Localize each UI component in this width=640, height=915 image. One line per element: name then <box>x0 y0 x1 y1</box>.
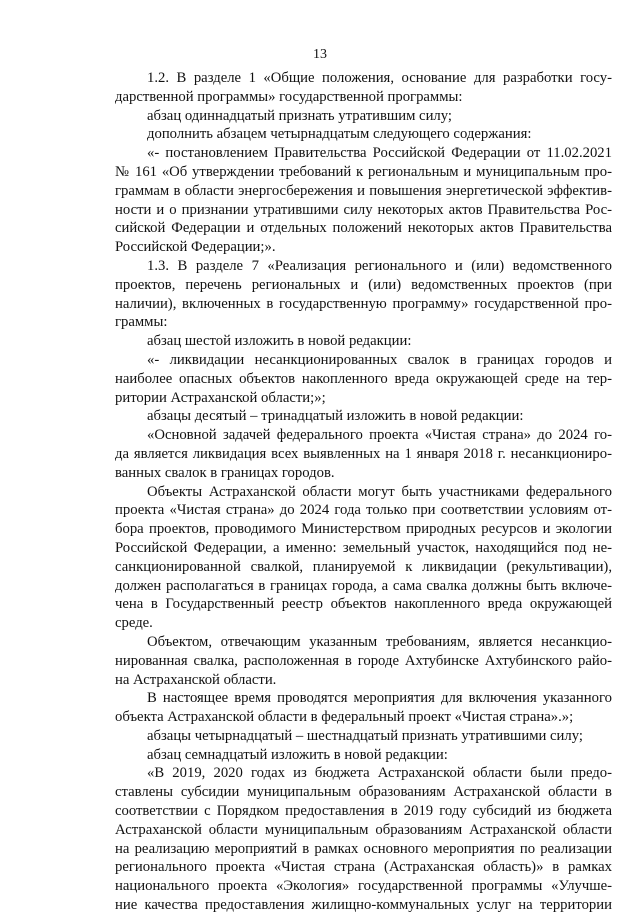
text-line: ритории Астраханской области;»; <box>115 389 326 406</box>
text-line: чена в Государственный реестр объектов накопленного вреда окружающей <box>115 596 612 613</box>
text-line: ние качества предоставления жилищно-коммунальных услуг на территории <box>115 897 612 914</box>
text-line: ности и о признании утратившими силу некоторых актов Правительства Рос- <box>115 201 612 218</box>
text-line: абзац семнадцатый изложить в новой редакции: <box>147 746 448 763</box>
text-line: абзацы десятый – тринадцатый изложить в новой редакции: <box>147 408 524 425</box>
text-line: среде. <box>115 615 153 632</box>
text-line: ставлены субсидии муниципальным образованиям Астраханской области в <box>115 784 612 801</box>
text-line: Астраханской области муниципальным образованиям Астраханской области <box>115 821 612 838</box>
text-line: «- ликвидации несанкционированных свалок в границах городов и <box>147 351 612 368</box>
text-line: ванных свалок в границах городов. <box>115 464 335 481</box>
text-line: Российской Федерации, а именно: земельный участок, находящийся под не- <box>115 539 612 556</box>
text-line: Российской Федерации;». <box>115 239 276 256</box>
text-line: да является ликвидация всех выявленных на 1 января 2018 г. несанкциониро- <box>115 445 612 462</box>
text-line: наиболее опасных объектов накопленного вреда окружающей среде на тер- <box>115 370 612 387</box>
text-line: № 161 «Об утверждении требований к региональным и муниципальным про- <box>115 163 612 180</box>
text-line: Объектом, отвечающим указанным требованиям, является несанкцио- <box>147 633 612 650</box>
text-line: 1.3. В разделе 7 «Реализация регионального и (или) ведомственного <box>147 257 612 274</box>
text-line: объекта Астраханской области в федеральный проект «Чистая страна».»; <box>115 709 574 726</box>
text-line: «- постановлением Правительства Российской Федерации от 11.02.2021 <box>147 145 612 162</box>
page-number: 13 <box>313 47 327 62</box>
text-line: сийской Федерации и отдельных положений некоторых актов Правительства <box>115 220 612 237</box>
text-line: дарственной программы» государственной программы: <box>115 88 463 105</box>
text-line: санкционированной свалкой, планируемой к ликвидации (рекультивации), <box>115 558 612 575</box>
text-line: Объекты Астраханской области могут быть участниками федерального <box>147 483 612 500</box>
text-line: абзац шестой изложить в новой редакции: <box>147 333 412 350</box>
text-line: «Основной задачей федерального проекта «Чистая страна» до 2024 го- <box>147 427 612 444</box>
text-line: граммам в области энергосбережения и повышения энергетической эффектив- <box>115 182 612 199</box>
text-line: на Астраханской области. <box>115 671 277 688</box>
text-line: на реализацию мероприятий в рамках основного мероприятия по реализации <box>115 840 612 857</box>
text-line: абзац одиннадцатый признать утратившим силу; <box>147 107 452 124</box>
text-line: бора проектов, проводимого Министерством природных ресурсов и экологии <box>115 521 612 538</box>
text-line: регионального проекта «Чистая страна (Астраханская область)» в рамках <box>115 859 612 876</box>
text-line: наличии), включенных в государственную программу» государственной про- <box>115 295 612 312</box>
text-line: дополнить абзацем четырнадцатым следующего содержания: <box>147 126 532 143</box>
text-line: соответствии с Порядком предоставления в 2019 году субсидий из бюджета <box>115 803 612 820</box>
text-line: проекта «Чистая страна» до 2024 года только при соответствии условиям от- <box>115 502 612 519</box>
text-line: В настоящее время проводятся мероприятия для включения указанного <box>147 690 612 707</box>
text-line: проектов, перечень региональных и (или) ведомственных проектов (при <box>115 276 612 293</box>
text-line: должен располагаться в границах города, а сама свалка должны быть включе- <box>115 577 612 594</box>
text-line: «В 2019, 2020 годах из бюджета Астраханской области были предо- <box>147 765 612 782</box>
text-line: граммы: <box>115 314 168 331</box>
text-line: нированная свалка, расположенная в городе Ахтубинске Ахтубинского райо- <box>115 652 612 669</box>
text-line: национального проекта «Экология» государственной программы «Улучше- <box>115 878 612 895</box>
text-line: абзацы четырнадцатый – шестнадцатый признать утратившими силу; <box>147 727 583 744</box>
document-body <box>115 69 612 915</box>
text-line: 1.2. В разделе 1 «Общие положения, основание для разработки госу- <box>147 70 612 86</box>
